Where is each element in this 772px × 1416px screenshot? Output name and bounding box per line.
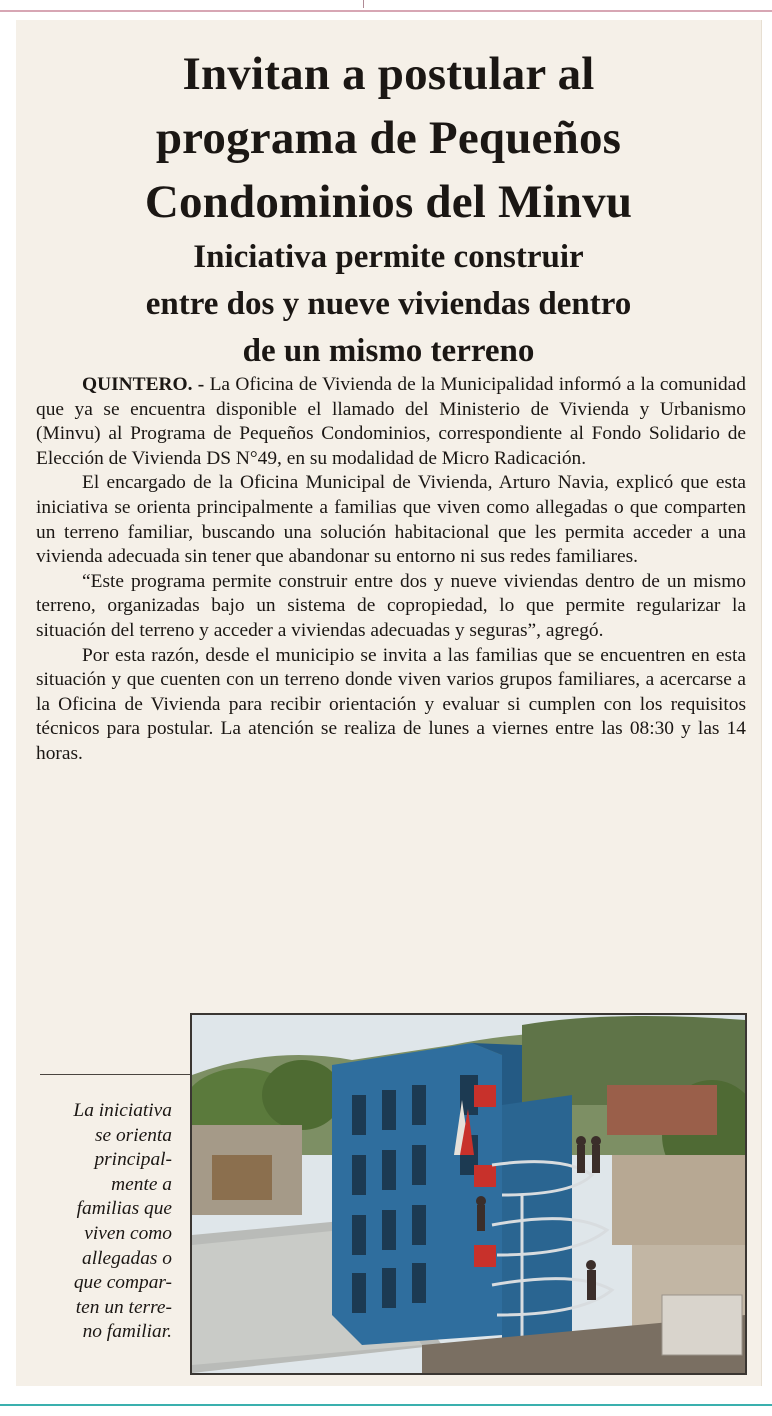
caption-line: ten un terre-	[75, 1296, 172, 1318]
page-top-rule	[0, 0, 772, 12]
caption-line: viven como	[84, 1222, 172, 1244]
subhead-line: Iniciativa permite construir	[193, 239, 584, 275]
article-body	[36, 373, 746, 767]
right-shed	[612, 1155, 745, 1245]
trees-left-2	[262, 1060, 342, 1130]
left-house-window	[212, 1155, 272, 1200]
paragraph-text: La Oficina de Vivienda de la Municipalidad informó a la comunidad que ya se encuentra disponible el llamado del Ministerio de Vivienda y Urbanismo (Minvu) al Programa de Pequeños Condominios, correspondiente al Fondo Solidario de Elección de Vivienda DS N°49, en su modalidad de Micro Radicación.	[36, 374, 746, 469]
paragraph: El encargado de la Oficina Municipal de Vivienda, Arturo Navia, explicó que esta iniciativa se orienta principalmente a familias que viven como allegadas o que comparten un terreno familiar, buscando una solución habitacional que les permita acceder a una vivienda adecuada sin tener que abandonar su entorno ni sus redes familiares.	[36, 472, 746, 568]
photo-caption	[36, 1099, 172, 1345]
paragraph: “Este programa permite construir entre dos y nueve viviendas dentro de un mismo terreno, organizadas bajo un sistema de copropiedad, lo que permite regularizar la situación del terreno y acceder a viviendas adecuadas y seguras”, agregó.	[36, 570, 746, 641]
right-house	[607, 1085, 717, 1135]
caption-line: familias que	[76, 1198, 172, 1220]
subheadline	[16, 234, 761, 375]
headline-line: Condominios del Minvu	[144, 176, 633, 228]
headline-line: programa de Pequeños	[155, 112, 622, 164]
dateline: QUINTERO. -	[82, 374, 205, 395]
article-photo	[190, 1013, 747, 1375]
paragraph: Por esta razón, desde el municipio se invita a las familias que se encuentren en esta situación y que cuenten con un terreno donde viven varios grupos familiares, a acercarse a la Oficina de Vivienda para recibir orientación y evaluar si cumplen con los requisitos técnicos para postular. La atención se realiza de lunes a viernes entre las 08:30 y las 14 horas.	[36, 644, 746, 764]
building-illustration	[192, 1015, 745, 1373]
page-bottom-rule	[0, 1404, 772, 1406]
caption-line: se orienta	[94, 1124, 172, 1146]
caption-rule	[40, 1074, 190, 1075]
red-sign-3	[474, 1245, 496, 1267]
caption-line: no familiar.	[82, 1321, 172, 1343]
paragraph	[36, 373, 746, 471]
news-article	[16, 20, 762, 1386]
red-sign-2	[474, 1165, 496, 1187]
caption-line: La iniciativa	[73, 1100, 172, 1121]
caption-line: allegadas o	[82, 1247, 172, 1269]
headline-line: Invitan a postular al	[182, 48, 595, 100]
caption-line: principal-	[94, 1149, 172, 1171]
fence-sign	[662, 1295, 742, 1355]
subhead-line: de un mismo terreno	[242, 333, 535, 369]
caption-line: que compar-	[73, 1272, 172, 1294]
subhead-line: entre dos y nueve viviendas dentro	[145, 286, 632, 322]
caption-line: mente a	[111, 1173, 172, 1195]
headline	[16, 42, 761, 234]
column-tick	[363, 0, 364, 8]
red-sign	[474, 1085, 496, 1107]
